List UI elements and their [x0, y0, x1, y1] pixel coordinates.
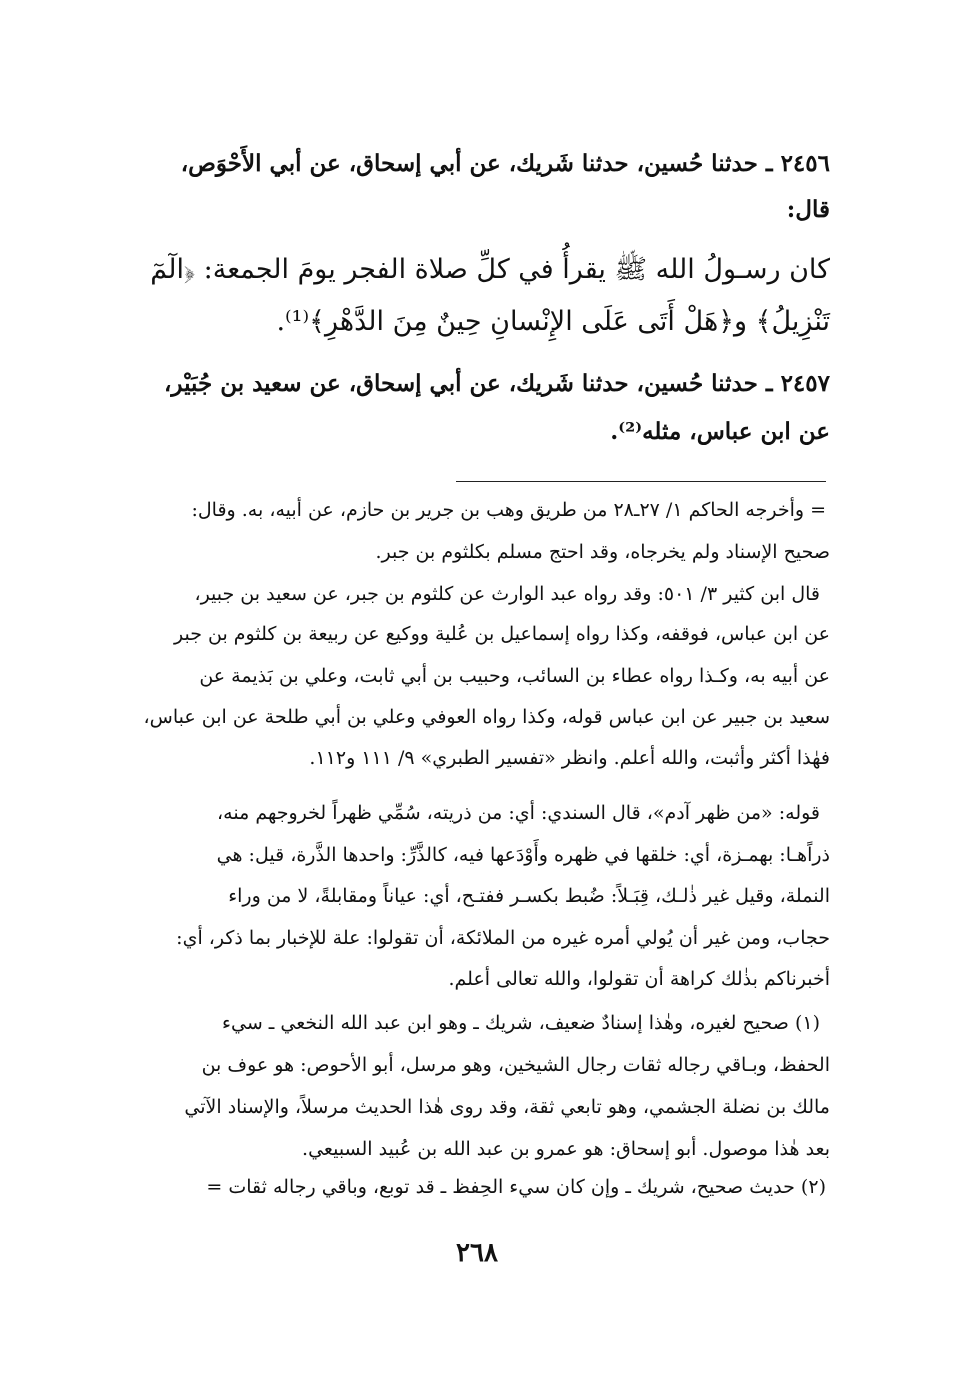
footnote-separator	[456, 481, 826, 482]
footnote-2-line: (٢) حديث صحيح، شريك ـ وإن كان سيء الحِفظ ـ قد توبع، وباقي رجاله ثقات =	[206, 1176, 826, 1198]
footnote-line: صحيح الإسناد ولم يخرجاه، وقد احتج مسلم بكلثوم بن جبر.	[375, 541, 830, 563]
hadith-2456-isnad-line-2: قال:	[786, 196, 830, 223]
footnote-line: حجاب، ومن غير أن يُولي أمره غيره من الملائكة، أن تقولوا: علة للإخبار بما ذكر، أي:	[176, 927, 830, 949]
footnote-line: ذراًهـا: بهمـزة، أي: خلقها في ظهره وأَوْدَعها فيه، كالذَّرِّ: واحدها الذَّرة، قيل: هي	[216, 844, 830, 866]
hadith-2456-isnad-line-1: ٢٤٥٦ ـ حدثنا حُسين، حدثنا شَريك، عن أبي إسحاق، عن أبي الأَحْوَص،	[180, 150, 830, 177]
footnote-1-line: بعد هٰذا موصول. أبو إسحاق: هو عمرو بن عبد الله بن عُبيد السبيعي.	[302, 1138, 830, 1160]
footnote-1-line: مالك بن نضلة الجشمي، وهو تابعي ثقة، وقد روى هٰذا الحديث مرسلاً، والإسناد الآتي	[184, 1096, 830, 1118]
footnote-1-line: الحفظ، وبـاقي رجاله ثقات رجال الشيخين، وهو مرسل، أبو الأحوص: هو عوف بن	[201, 1054, 830, 1076]
hadith-2456-text-line-2: تَنْزِيلُ﴾ و﴿هَلْ أَتَى عَلَى الإِنْسانِ حِينٌ مِنَ الدَّهْرِ﴾⁽¹⁾.	[276, 306, 830, 337]
hadith-2457-isnad-line-2: عن ابن عباس، مثله⁽²⁾.	[610, 418, 830, 445]
footnote-line: أخبرناكم بذٰلك كراهة أن تقولوا، والله تعالى أعلم.	[448, 968, 830, 990]
footnote-line: قال ابن كثير ٣/ ٥٠١: وقد رواه عبد الوارث عن كلثوم بن جبر، عن سعيد بن جبير،	[194, 583, 820, 605]
footnote-line: عن ابن عباس، فوقفه، وكذا رواه إسماعيل بن عُلية ووكيع عن ربيعة بن كلثوم بن جبر	[173, 623, 830, 645]
hadith-2456-text-line-1: كان رسـولُ الله ﷺ يقرأُ في كلِّ صلاة الفجر يومَ الجمعة: ﴿الٓمٓ	[150, 254, 830, 285]
footnote-1-line: (١) صحيح لغيره، وهٰذا إسنادٌ ضعيف، شريك ـ وهو ابن عبد الله النخعي ـ سيء	[222, 1012, 820, 1034]
page-number: ٢٦٨	[456, 1238, 498, 1268]
footnote-line: سعيد بن جبير عن ابن عباس قوله، وكذا رواه العوفي وعلي بن أبي طلحة عن ابن عباس،	[143, 706, 830, 728]
footnote-line: فهٰذا أكثر وأثبت، والله أعلم. وانظر «تفسير الطبري» ٩/ ١١١ و١١٢.	[309, 747, 830, 769]
footnote-line: عن أبيه به، وكـذا رواه عطاء بن السائب، وحبيب بن أبي ثابت، وعلي بن بَذيمة عن	[199, 665, 830, 687]
footnote-line: = وأخرجه الحاكم ١/ ٢٧ـ٢٨ من طريق وهب بن جرير بن حازم، عن أبيه، به. وقال:	[191, 499, 826, 521]
footnote-line: النملة، وقيل غير ذٰلـك، قِبَـلاً: ضُبط بكسـر ففتـح، أي: عياناً ومقابلةً، لا من وراء	[228, 885, 830, 907]
footnote-line: قوله: «من ظهر آدم»، قال السندي: أي: من ذريته، سُمِّي ظهراً لخروجهم منه،	[217, 802, 820, 824]
hadith-2457-isnad-line-1: ٢٤٥٧ ـ حدثنا حُسين، حدثنا شَريك، عن أبي إسحاق، عن سعيد بن جُبَيْر،	[163, 370, 830, 397]
